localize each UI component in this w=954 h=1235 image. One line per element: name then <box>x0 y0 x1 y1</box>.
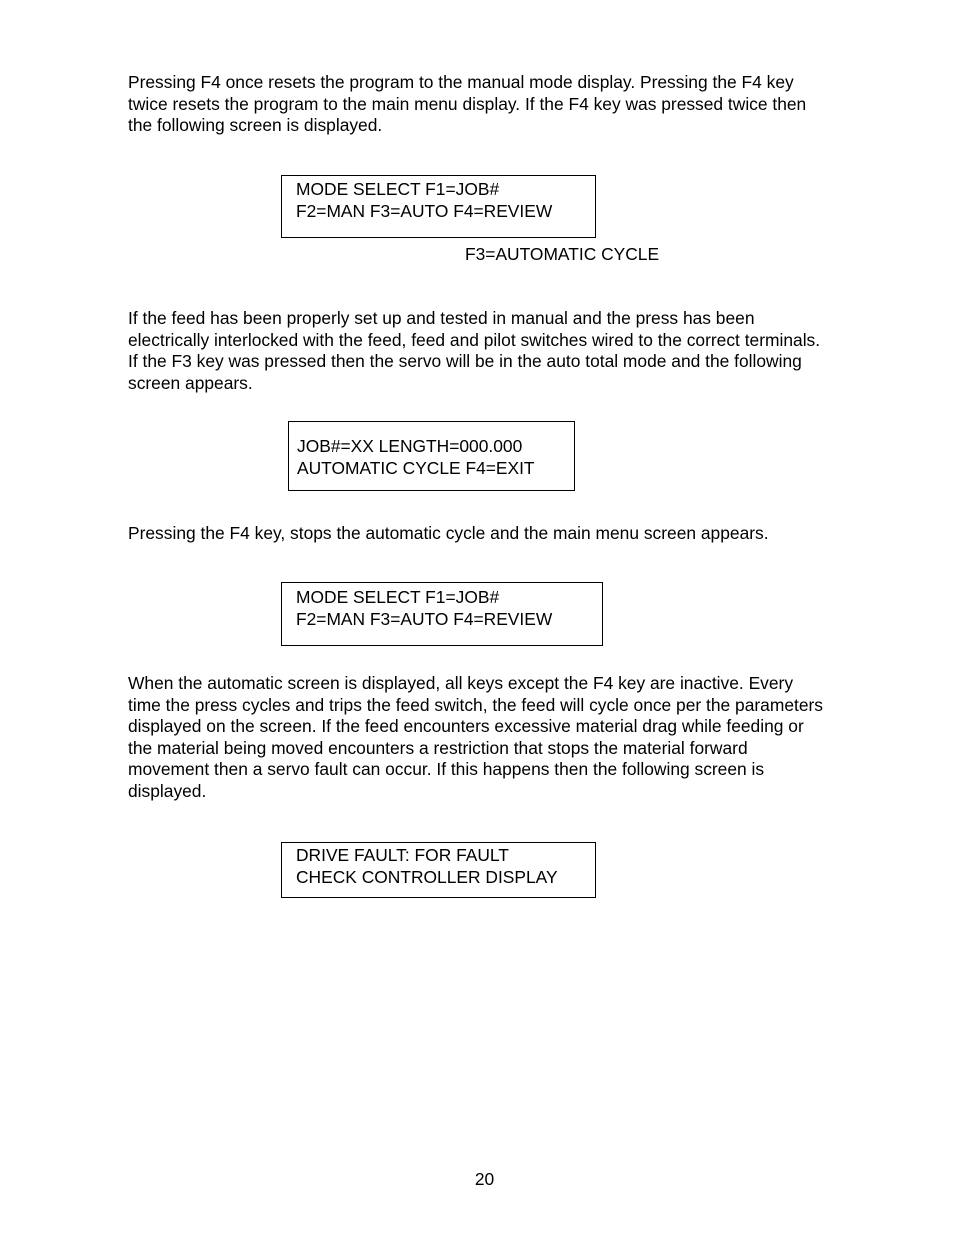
text-line: screen appears. <box>128 372 253 393</box>
main-menu-screen <box>281 582 603 646</box>
screen-line: MODE SELECT F1=JOB# <box>296 179 500 199</box>
mode-select-screen <box>281 175 596 238</box>
screen-line: MODE SELECT F1=JOB# <box>296 587 500 607</box>
text-line: If the feed has been properly set up and tested in manual and the press has been <box>128 308 755 328</box>
page-number: 20 <box>474 1169 495 1189</box>
intro-paragraph <box>128 72 888 137</box>
screen-line: F2=MAN F3=AUTO F4=REVIEW <box>296 608 553 629</box>
drive-fault-screen <box>281 842 596 898</box>
text-line: electrically interlocked with the feed, feed and pilot switches wired to the correct terminals. <box>128 329 821 350</box>
text-line: the following screen is displayed. <box>128 115 383 135</box>
text-line: movement then a servo fault can occur. If this happens then the following screen is <box>128 759 765 779</box>
text-line: displayed. <box>128 780 207 801</box>
f3-automatic-caption: F3=AUTOMATIC CYCLE <box>465 244 660 264</box>
text-line: time the press cycles and trips the feed switch, the feed will cycle once per the parameters <box>128 694 823 715</box>
servo-fault-paragraph <box>128 673 888 802</box>
screen-line: JOB#=XX LENGTH=000.000 <box>297 436 523 456</box>
text-line: Pressing F4 once resets the program to the manual mode display. Pressing the F4 key <box>128 72 794 92</box>
automatic-cycle-screen <box>288 421 575 491</box>
screen-line: AUTOMATIC CYCLE F4=EXIT <box>297 457 535 478</box>
text-line: twice resets the program to the main menu display. If the F4 key was pressed twice then <box>128 93 807 114</box>
text-line: Pressing the F4 key, stops the automatic cycle and the main menu screen appears. <box>128 523 769 543</box>
screen-line: CHECK CONTROLLER DISPLAY <box>296 866 558 887</box>
text-line: the material being moved encounters a restriction that stops the material forward <box>128 737 748 758</box>
text-line: displayed on the screen. If the feed encounters excessive material drag while feeding or <box>128 716 804 736</box>
auto-mode-paragraph <box>128 308 888 394</box>
screen-line: DRIVE FAULT: FOR FAULT <box>296 845 509 865</box>
text-line: When the automatic screen is displayed, all keys except the F4 key are inactive. Every <box>128 673 794 693</box>
exit-paragraph <box>128 523 888 545</box>
screen-line: F2=MAN F3=AUTO F4=REVIEW <box>296 200 553 221</box>
text-line: If the F3 key was pressed then the servo will be in the auto total mode and the following <box>128 351 802 371</box>
